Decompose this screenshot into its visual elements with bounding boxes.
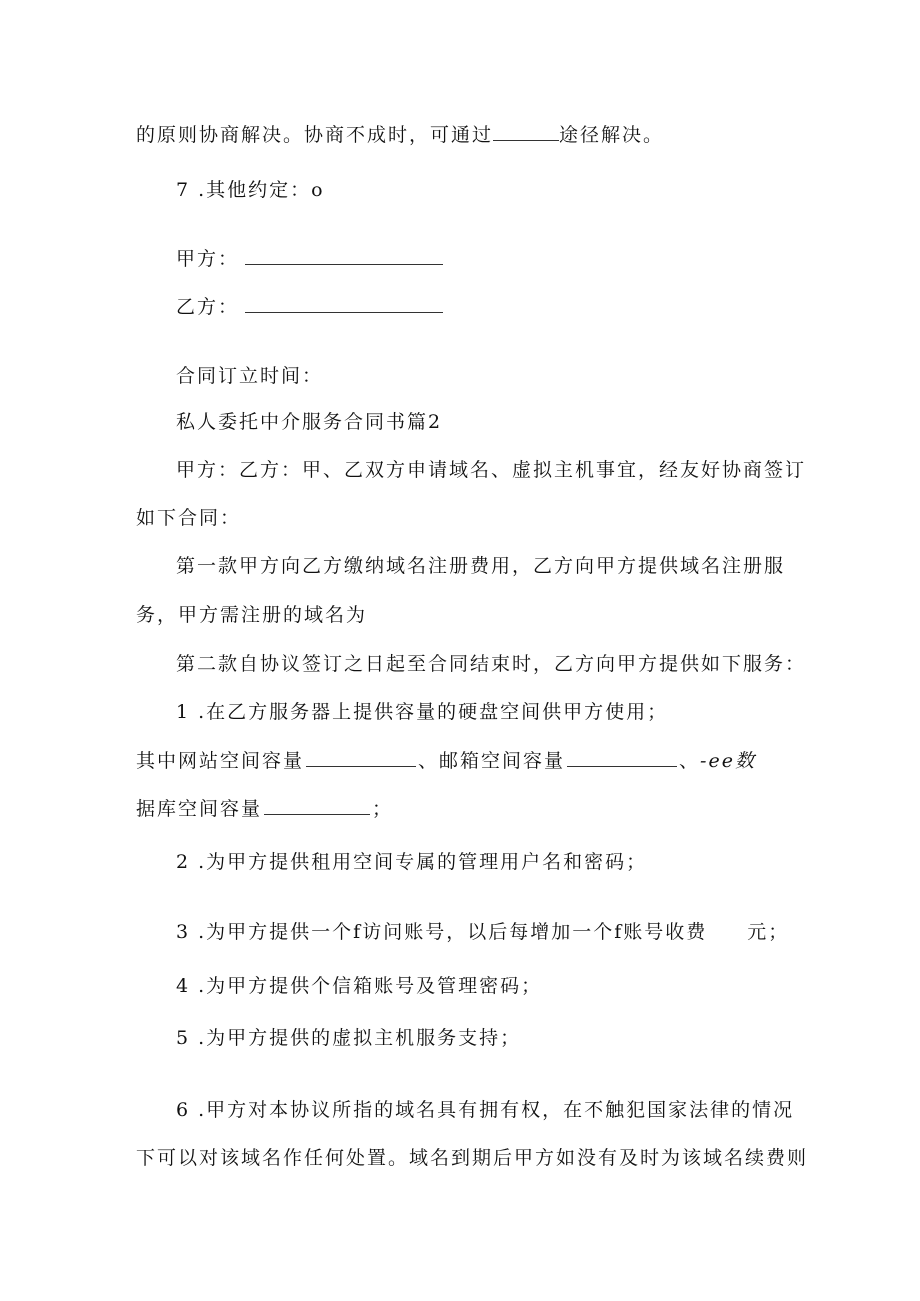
paragraph-line (136, 748, 756, 773)
paragraph-line: 第二款自协议签订之日起至合同结束时，乙方向甲方提供如下服务： (176, 653, 807, 675)
text-fragment: 据库空间容量 (136, 798, 263, 820)
signature-line (245, 292, 443, 313)
paragraph-line: 如下合同： (136, 507, 242, 529)
clause-7: 7 .其他约定：o (176, 179, 325, 201)
signature-party-a (176, 244, 443, 271)
text-fragment: 其中网站空间容量 (136, 750, 305, 772)
text-fragment: 、 (679, 750, 701, 772)
text-fragment: 元； (747, 921, 790, 943)
list-item: 1 .在乙方服务器上提供容量的硬盘空间供甲方使用； (176, 701, 669, 723)
paragraph-line: 下可以对该域名作任何处置。域名到期后甲方如没有及时为该域名续费则 (136, 1147, 809, 1169)
fill-blank (493, 122, 559, 141)
fill-blank (567, 748, 677, 767)
party-a-label: 甲方： (176, 248, 240, 270)
list-item: 6 .甲方对本协议所指的域名具有拥有权，在不触犯国家法律的情况 (176, 1099, 795, 1121)
list-item: 2 .为甲方提供租用空间专属的管理用户名和密码； (176, 851, 648, 873)
signature-party-b (176, 292, 443, 319)
contract-date: 合同订立时间： (176, 365, 324, 387)
paragraph-line (136, 122, 664, 147)
list-item: 4 .为甲方提供个信箱账号及管理密码； (176, 975, 543, 997)
text-fragment: ； (372, 798, 394, 820)
list-item (176, 920, 789, 944)
section-title: 私人委托中介服务合同书篇2 (176, 411, 443, 433)
party-b-label: 乙方： (176, 296, 240, 318)
paragraph-line (136, 796, 393, 821)
fill-blank (264, 796, 370, 815)
text-fragment: 的原则协商解决。协商不成时，可通过 (136, 124, 494, 146)
text-fragment: 途径解决。 (559, 124, 665, 146)
paragraph-line: 务，甲方需注册的域名为 (136, 604, 368, 626)
signature-line (245, 244, 443, 265)
paragraph-line: 甲方：乙方：甲、乙双方申请域名、虚拟主机事宜，经友好协商签订 (176, 459, 807, 481)
text-fragment: -ee数 (700, 750, 756, 772)
paragraph-line: 第一款甲方向乙方缴纳域名注册费用，乙方向甲方提供域名注册服 (176, 555, 786, 577)
fill-blank (306, 748, 416, 767)
text-fragment: 、邮箱空间容量 (418, 750, 566, 772)
list-item: 5 .为甲方提供的虚拟主机服务支持； (176, 1027, 522, 1049)
text-fragment: 3 .为甲方提供一个f访问账号，以后每增加一个f账号收费 (176, 921, 708, 943)
